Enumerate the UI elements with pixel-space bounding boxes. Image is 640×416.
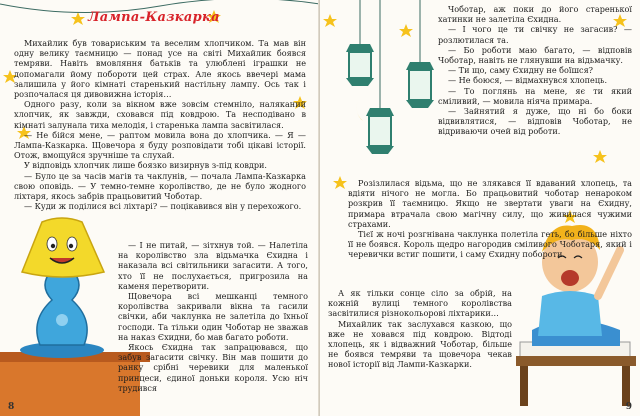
- paragraph: Михайлик так заслухався казкою, що вже не ховався під ковдрою. Відтоді хлопець, як і відважний Чоботар, більше не боявся темряви та щовечора чекав нової історії від Лампи-Казкарки.: [328, 318, 512, 370]
- paragraph: — Зайнятий я дуже, що ні бо боки відвивлятися, — відповів Чоботар, не відриваючи очей від роботи.: [438, 106, 632, 137]
- paragraph: Розізлилася відьма, що не злякався її вдаваний хлопець, та вдіяти нічого не могла. Бо працьовитий чоботар ненароком розкрив її таємницю. Якщо не звертати уваги на Єхидну, примара втрачала свою магічну силу, що живилася чужими страхами.: [348, 178, 632, 229]
- star-icon: [333, 176, 347, 189]
- page-number-right: 9: [625, 402, 632, 412]
- left-column-text-wrap: [118, 240, 308, 393]
- star-icon: [323, 14, 337, 27]
- lantern-icon: [366, 108, 394, 154]
- paragraph: — Бо роботи маю багато, — відповів Чоботар, навіть не глянувши на відьмачку.: [438, 44, 632, 66]
- paragraph: — Було це за часів магів та чаклунів, — почала Лампа-Казкарка свою оповідь. — У темно-темне королівство, де не було жодного ліхтаря, якось забрів працьовитий Чоботар.: [14, 170, 306, 202]
- page-number-left: 8: [8, 402, 15, 412]
- right-column-text-full: [348, 178, 632, 260]
- paragraph: У відповідь хлопчик лише боязко визирнув з-під ковдри.: [24, 160, 268, 171]
- lantern-icon: [406, 62, 434, 108]
- paragraph: Михайлик був товариським та веселим хлопчиком. Та мав він одну велику таємницю — понад усе на світі Михайлик боявся темряви. Навіть вмовляння батьків та улюблені іграшки не допомагали йому побороти цей страх. Але якось ввечері мама залишила у його кімнаті старенький настільну лампу. Ось так і розпочалася ця дивовижна історія…: [14, 38, 306, 100]
- star-icon: [593, 150, 607, 163]
- paragraph: А як тільки сонце сіло за обрій, на кожній вулиці темного королівства засвітилися різнокольорові ліхтарики…: [328, 288, 512, 319]
- paragraph: Тієї ж ночі розгнівана чаклунка полетіла геть, бо більше ніхто її не боявся. Король щедро нагородив сміливого Чоботаря, який і черевички встиг пошити, і саму Єхидну побороти.: [348, 229, 632, 260]
- paragraph: Одного разу, коли за вікном вже зовсім стемніло, наляканий хлопчик, як завжди, сховався під ковдрою. Та несподівано в кімнаті залунала тиха мелодія, і старенька лампа засвітилася.: [14, 99, 306, 130]
- paragraph: — Не боюся, — відмахнувся хлопець.: [448, 75, 608, 86]
- paragraph: — І не питай, — зітхнув той. — Налетіла на королівство зла відьмачка Єхидна і наказала всі світильники загасити. А того, хто її не послухається, пригрозила на каменя перетворити.: [118, 240, 308, 291]
- paragraph: Щовечора всі мешканці темного королівства закривали вікна та гасили свічки, аби чаклунка не залетіла до їхньої господи. Та тільки один Чоботар не зважав на наказ Єхидни, бо мав багато роботи.: [118, 291, 308, 342]
- paragraph: — Куди ж поділися всі ліхтарі? — поцікавився він у перехожого.: [24, 201, 302, 212]
- paragraph: — Не бійся мене, — раптом мовила вона до хлопчика. — Я — Лампа-Казкарка. Щовечора я буду розповідати тобі цікаві історії. Отож, вмощуйся зручніше та слухай.: [14, 129, 306, 161]
- right-page: [320, 0, 640, 416]
- right-column-text-wrap: [328, 288, 512, 370]
- story-title: Лампа-Казкарка: [88, 10, 220, 25]
- paragraph: — І чого це ти свічку не загасив? — розлютилася та.: [438, 24, 632, 45]
- paragraph: — То поглянь на мене, яє ти який сміливий, — мовила ніяча примара.: [438, 85, 632, 106]
- left-column-text: [14, 38, 306, 211]
- right-column-text: [438, 4, 632, 137]
- lantern-icon: [346, 44, 374, 86]
- paragraph: Чоботар, аж поки до його старенької хатинки не залетіла Єхидна.: [438, 4, 632, 25]
- paragraph: Якось Єхидна так запрацювався, що забув загасити свічку. Він мав пошити до ранку срібні черевики для маленької принцеси, єдиної доньки короля. Усю ніч трудився: [118, 342, 308, 393]
- star-icon: [399, 24, 413, 37]
- paragraph: — Ти що, саму Єхидну не боїшся?: [448, 65, 594, 76]
- star-icon: [71, 12, 85, 25]
